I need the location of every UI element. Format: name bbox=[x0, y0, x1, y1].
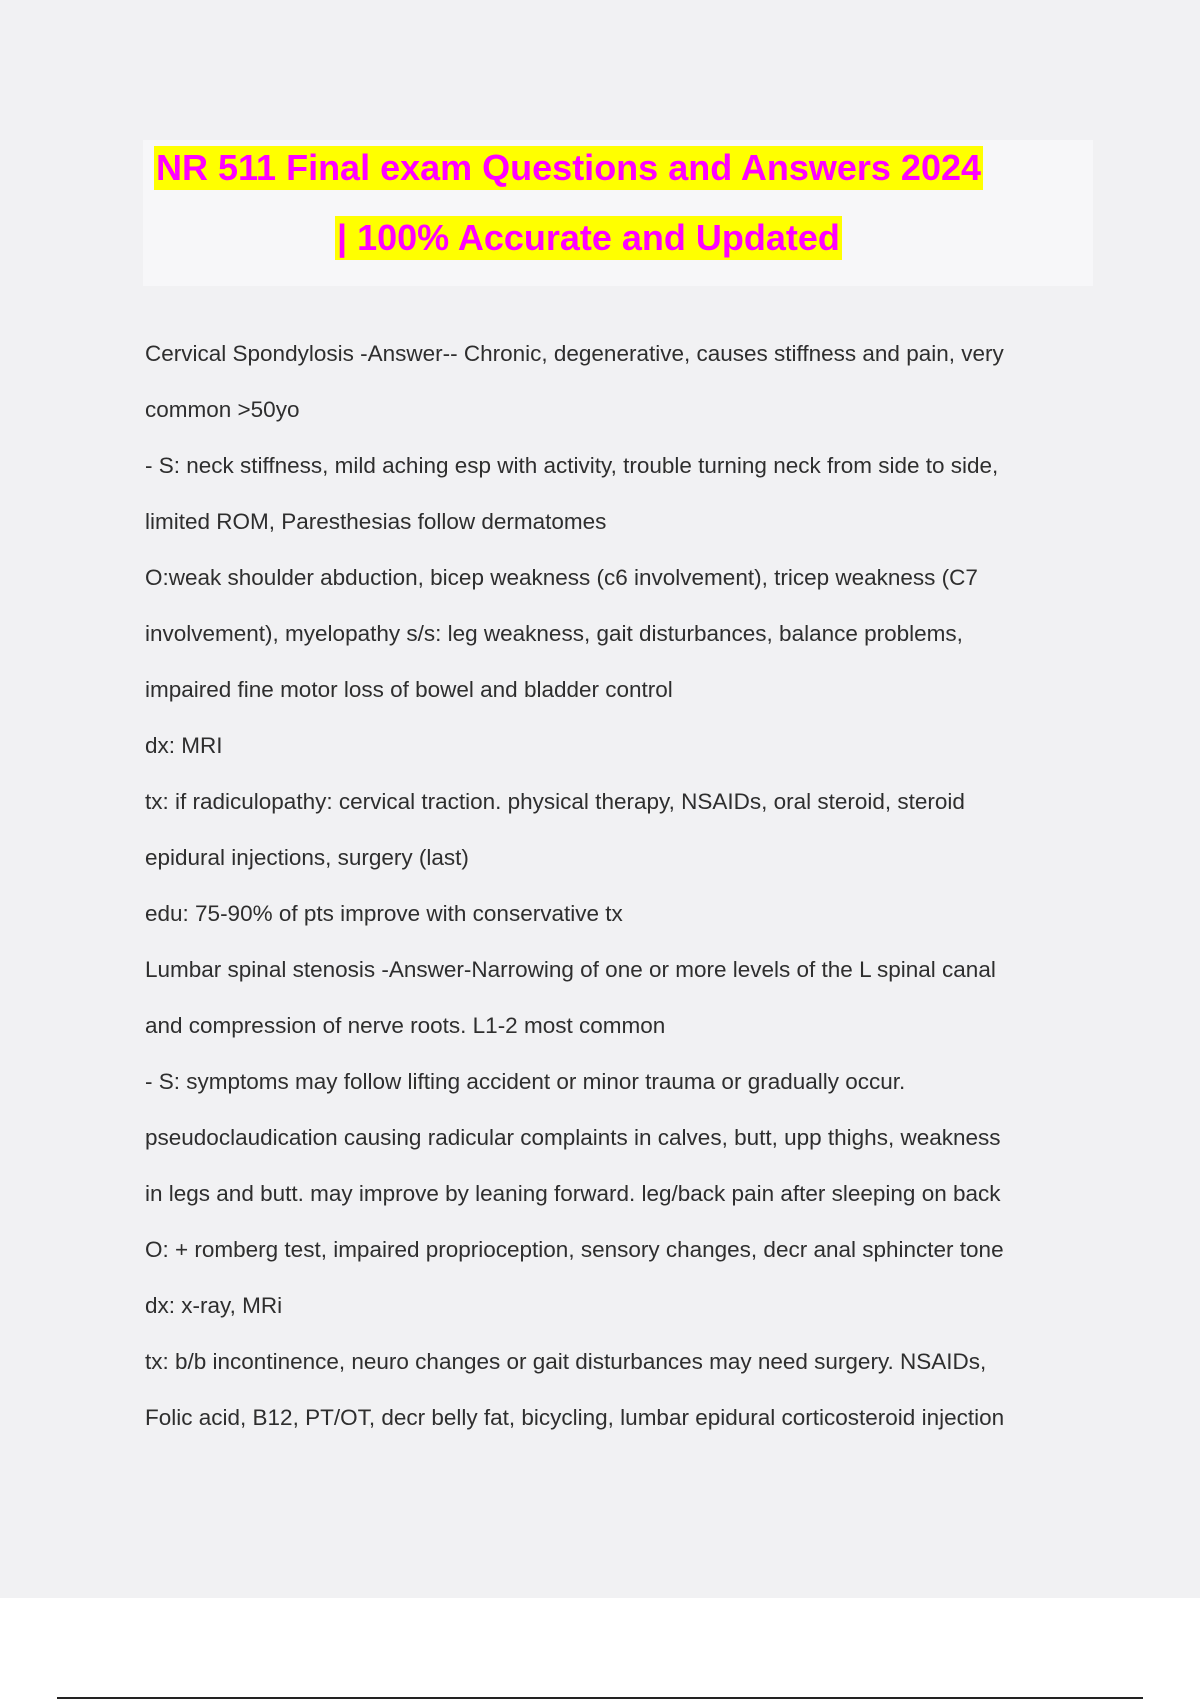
document-title-line-1: NR 511 Final exam Questions and Answers 2024 bbox=[156, 147, 982, 188]
page-footer-area bbox=[0, 1598, 1200, 1700]
body-line: limited ROM, Paresthesias follow dermatomes bbox=[145, 509, 607, 534]
document-body bbox=[145, 330, 1085, 1450]
body-line: and compression of nerve roots. L1-2 most common bbox=[145, 1013, 666, 1038]
body-line: dx: MRI bbox=[145, 733, 223, 758]
body-line: edu: 75-90% of pts improve with conservative tx bbox=[145, 901, 623, 926]
body-line: dx: x-ray, MRi bbox=[145, 1293, 283, 1318]
body-line: tx: if radiculopathy: cervical traction. physical therapy, NSAIDs, oral steroid, steroid bbox=[145, 789, 965, 814]
body-line: - S: symptoms may follow lifting accident or minor trauma or gradually occur. bbox=[145, 1069, 906, 1094]
body-line: Lumbar spinal stenosis -Answer-Narrowing of one or more levels of the L spinal canal bbox=[145, 957, 996, 982]
body-line: tx: b/b incontinence, neuro changes or gait disturbances may need surgery. NSAIDs, bbox=[145, 1349, 987, 1374]
body-line: O: + romberg test, impaired proprioception, sensory changes, decr anal sphincter tone bbox=[145, 1237, 1004, 1262]
body-line: pseudoclaudication causing radicular complaints in calves, butt, upp thighs, weakness bbox=[145, 1125, 1001, 1150]
body-line: Folic acid, B12, PT/OT, decr belly fat, bicycling, lumbar epidural corticosteroid injection bbox=[145, 1405, 1005, 1430]
footer-divider bbox=[57, 1697, 1143, 1699]
body-line: in legs and butt. may improve by leaning forward. leg/back pain after sleeping on back bbox=[145, 1181, 1001, 1206]
body-line: O:weak shoulder abduction, bicep weakness (c6 involvement), tricep weakness (C7 bbox=[145, 565, 978, 590]
document-title-block bbox=[143, 140, 1093, 286]
document-title-line-2: | 100% Accurate and Updated bbox=[337, 217, 840, 258]
body-line: - S: neck stiffness, mild aching esp with activity, trouble turning neck from side to side, bbox=[145, 453, 999, 478]
body-line: involvement), myelopathy s/s: leg weakness, gait disturbances, balance problems, bbox=[145, 621, 963, 646]
body-line: epidural injections, surgery (last) bbox=[145, 845, 469, 870]
body-line: common >50yo bbox=[145, 397, 300, 422]
body-line: Cervical Spondylosis -Answer-- Chronic, degenerative, causes stiffness and pain, very bbox=[145, 341, 1004, 366]
body-line: impaired fine motor loss of bowel and bladder control bbox=[145, 677, 673, 702]
